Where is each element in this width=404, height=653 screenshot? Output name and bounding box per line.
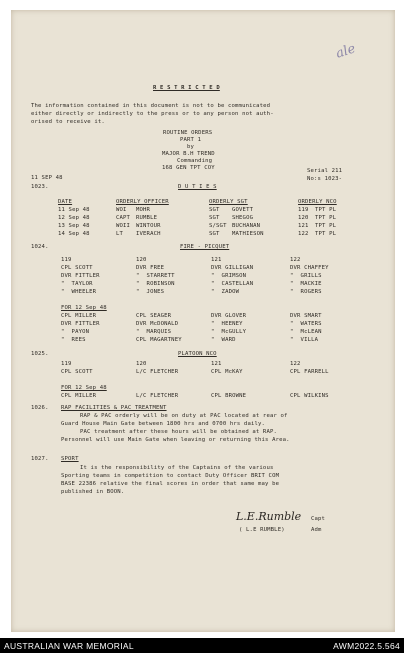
duties-col-nco: ORDERLY NCO [298, 199, 337, 205]
rap-heading: RAP FACILITIES & PAC TREATMENT [61, 405, 167, 411]
platoon-nco-name: CPL WILKINS [290, 393, 329, 399]
duties-cell: RUMBLE [136, 215, 158, 221]
section-number-platoon: 1025. [31, 351, 49, 357]
signature-printed-name: ( L.E RUMBLE) [239, 527, 285, 533]
picquet-name: " GRILLS [290, 273, 322, 279]
duties-cell: BUCHANAN [232, 223, 261, 229]
picquet-name: " TAYLOR [61, 281, 93, 287]
sport-line-1: It is the responsibility of the Captains of the various [80, 465, 274, 471]
picquet-name: " WHEELER [61, 289, 97, 295]
rap-line-3: PAC treatment after these hours will be obtained at RAP. [80, 429, 277, 435]
footer-bar [0, 638, 404, 653]
title-line-3: by [187, 144, 195, 150]
duties-cell: 120 [298, 215, 309, 221]
sport-line-3: BASE 22386 relative the final scores in order that same may be [61, 481, 280, 487]
picquet-name: DVR SMART [290, 313, 322, 319]
picquet-name: DVR FREE [136, 265, 165, 271]
platoon-nco-name: L/C FLETCHER [136, 369, 179, 375]
duties-cell: WINTOUR [136, 223, 161, 229]
duties-cell: WOII [116, 223, 131, 229]
picquet-name: " REES [61, 337, 86, 343]
signature-role: Adm [311, 527, 322, 533]
duties-cell: 11 Sep 48 [58, 207, 90, 213]
duties-cell: 121 [298, 223, 309, 229]
title-line-1: ROUTINE ORDERS [163, 130, 213, 136]
platoon-nco-name: CPL FARRELL [290, 369, 329, 375]
signature-rank: Capt [311, 516, 326, 522]
platoon-heading: PLATOON NCO [178, 351, 217, 357]
order-date: 11 SEP 48 [31, 175, 63, 181]
picquet-name: " McLEAN [290, 329, 322, 335]
title-line-2: PART 1 [180, 137, 202, 143]
picquet-name: " WARD [211, 337, 236, 343]
rap-line-4: Personnel will use Main Gate when leaving or returning this Area. [61, 437, 290, 443]
platoon-nco-name: CPL MILLER [61, 393, 97, 399]
restricted-heading: R E S T R I C T E D [153, 85, 220, 91]
duties-cell: SGT [209, 207, 220, 213]
picquet-name: " WATERS [290, 321, 322, 327]
signature-script: L.E.Rumble [236, 510, 302, 523]
picquet-name: DVR FITTLER [61, 273, 100, 279]
platoon-column-number: 121 [211, 361, 222, 367]
duties-cell: 122 [298, 231, 309, 237]
picquet-name: CPL SCOTT [61, 265, 93, 271]
duties-col-date: DATE [58, 199, 73, 205]
picquet-name: DVR McDONALD [136, 321, 179, 327]
duties-cell: TPT PL [315, 223, 337, 229]
picquet-name: CPL MILLER [61, 313, 97, 319]
duties-cell: S/SGT [209, 223, 227, 229]
notice-line-3: orised to receive it. [31, 119, 105, 125]
duties-cell: GOVETT [232, 207, 254, 213]
picquet-name: " McGULLY [211, 329, 247, 335]
sport-line-4: published in BOON. [61, 489, 125, 495]
footer-accession-number: AWM2022.5.564 [333, 641, 400, 651]
duties-cell: 14 Sep 48 [58, 231, 90, 237]
duties-col-sgt: ORDERLY SGT [209, 199, 248, 205]
platoon-nco-name: CPL BROWNE [211, 393, 247, 399]
duties-cell: MATHIESON [232, 231, 264, 237]
picquet-name: " HEENEY [211, 321, 243, 327]
picquet-name: DVR GLOVER [211, 313, 247, 319]
duties-cell: 12 Sep 48 [58, 215, 90, 221]
duties-cell: TPT PL [315, 207, 337, 213]
picquet-name: DVR CHAFFEY [290, 265, 329, 271]
platoon-column-number: 119 [61, 361, 72, 367]
picquet-name: " JONES [136, 289, 165, 295]
picquet-name: " GRIMSON [211, 273, 247, 279]
title-line-5: Commanding [177, 158, 213, 164]
picquet-name: " VILLA [290, 337, 319, 343]
picquet-name: " PAYON [61, 329, 90, 335]
section-number-rap: 1026. [31, 405, 49, 411]
serial-number: Serial 211 [307, 168, 343, 174]
duties-cell: CAPT [116, 215, 131, 221]
picquet-column-number: 121 [211, 257, 222, 263]
platoon-column-number: 120 [136, 361, 147, 367]
picquet-name: " MACKIE [290, 281, 322, 287]
picquet-name: CPL MAGARTNEY [136, 337, 182, 343]
picquet-name: " ZADOW [211, 289, 240, 295]
picquet-column-number: 119 [61, 257, 72, 263]
rap-line-1: RAP & PAC orderly will be on duty at PAC located at rear of [80, 413, 288, 419]
picquet-name: DVR FITTLER [61, 321, 100, 327]
title-line-4: MAJOR B.H TREND [162, 151, 215, 157]
rap-line-2: Guard House Main Gate between 1800 hrs and 0700 hrs daily. [61, 421, 266, 427]
platoon-for-label: FOR 12 Sep 48 [61, 385, 107, 391]
picquet-name: " MARQUIS [136, 329, 172, 335]
duties-cell: SHEGOG [232, 215, 254, 221]
duties-cell: MOHR [136, 207, 151, 213]
duties-cell: IVERACH [136, 231, 161, 237]
picquet-name: " ROGERS [290, 289, 322, 295]
notice-line-2: either directly or indirectly to the press or to any person not auth- [31, 111, 274, 117]
duties-col-officer: ORDERLY OFFICER [116, 199, 169, 205]
duties-cell: TPT PL [315, 215, 337, 221]
order-numbers: No:s 1023- [307, 176, 343, 182]
title-line-6: 168 GEN TPT COY [162, 165, 215, 171]
platoon-nco-name: L/C FLETCHER [136, 393, 179, 399]
duties-cell: 119 [298, 207, 309, 213]
duties-cell: TPT PL [315, 231, 337, 237]
duties-heading: D U T I E S [178, 184, 217, 190]
picquet-for-label: FOR 12 Sep 48 [61, 305, 107, 311]
section-number-sport: 1027. [31, 456, 49, 462]
section-number-duties: 1023. [31, 184, 49, 190]
duties-cell: LT [116, 231, 124, 237]
platoon-nco-name: CPL McKAY [211, 369, 243, 375]
duties-cell: SGT [209, 231, 220, 237]
duties-cell: 13 Sep 48 [58, 223, 90, 229]
duties-cell: WOI [116, 207, 127, 213]
footer-institution: AUSTRALIAN WAR MEMORIAL [4, 641, 134, 651]
sport-line-2: Sporting teams in competition to contact Duty Officer BRIT COM [61, 473, 280, 479]
platoon-nco-name: CPL SCOTT [61, 369, 93, 375]
platoon-column-number: 122 [290, 361, 301, 367]
picquet-name: " CASTELLAN [211, 281, 254, 287]
sport-heading: SPORT [61, 456, 79, 462]
picquet-name: DVR GILLIGAN [211, 265, 254, 271]
picquet-column-number: 120 [136, 257, 147, 263]
notice-line-1: The information contained in this document is not to be communicated [31, 103, 271, 109]
picquet-name: " STARRETT [136, 273, 175, 279]
picquet-name: CPL SEAGER [136, 313, 172, 319]
duties-cell: SGT [209, 215, 220, 221]
picquet-name: " ROBINSON [136, 281, 175, 287]
picquet-heading: FIRE - PICQUET [180, 244, 230, 250]
pencil-annotation: ale [334, 41, 358, 62]
picquet-column-number: 122 [290, 257, 301, 263]
section-number-picquet: 1024. [31, 244, 49, 250]
